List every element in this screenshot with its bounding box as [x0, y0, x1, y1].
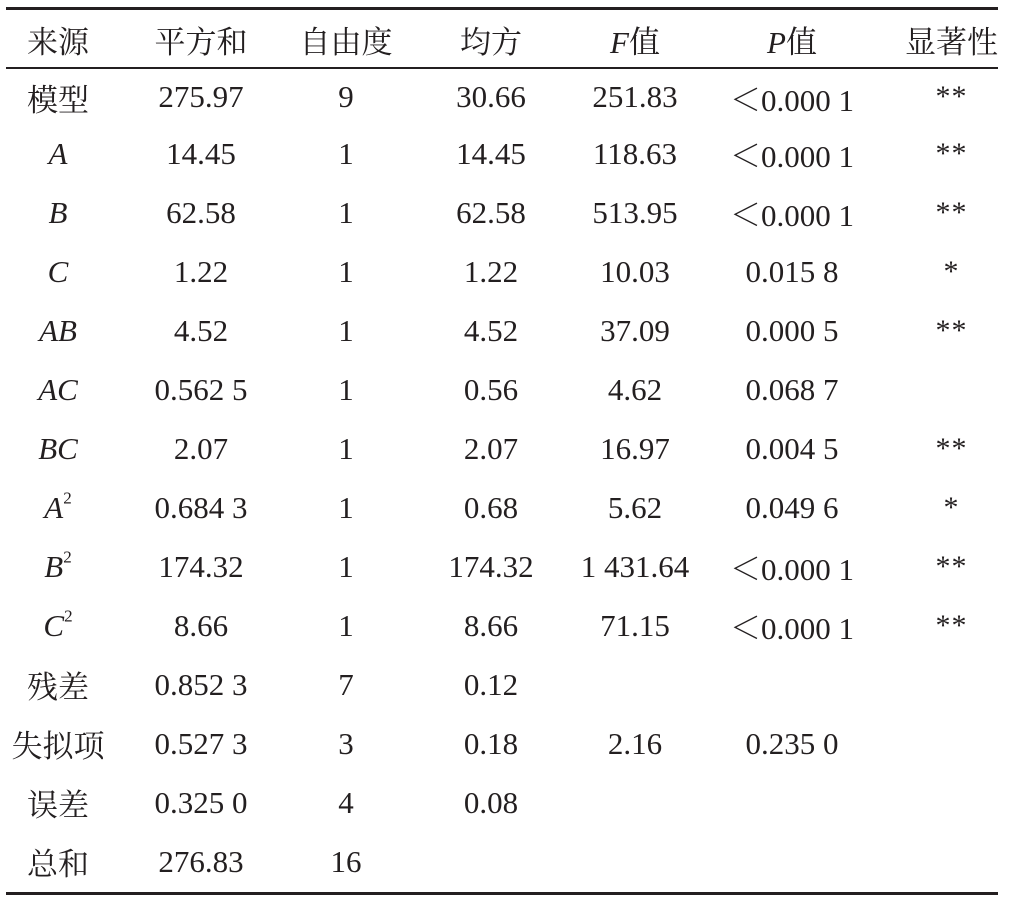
anova-table	[0, 10, 1013, 891]
cell-mean-square: 0.12	[463, 666, 519, 702]
cell-source: BC	[38, 430, 78, 466]
table-row	[0, 419, 1013, 478]
header-degrees-of-freedom: 自由度	[299, 24, 393, 60]
cell-p-value	[694, 832, 890, 891]
cell-degrees-of-freedom: 1	[338, 371, 354, 407]
cell-source: A	[48, 135, 68, 171]
cell-mean-square: 0.56	[463, 371, 519, 407]
table-row	[0, 714, 1013, 773]
cell-significance	[890, 655, 1013, 714]
cell-f-value	[576, 655, 694, 714]
cell-source: B	[48, 194, 68, 230]
cell-source: 模型	[27, 82, 89, 118]
table-row	[0, 242, 1013, 301]
cell-p-value: ＜0.000 1	[730, 611, 854, 646]
cell-source: $C^2$	[43, 606, 73, 643]
cell-significance	[890, 360, 1013, 419]
cell-degrees-of-freedom: 1	[338, 253, 354, 289]
cell-source: $B^2$	[44, 547, 72, 584]
table-row	[0, 68, 1013, 124]
cell-degrees-of-freedom: 7	[338, 666, 354, 702]
cell-source: $A^2$	[44, 488, 72, 525]
cell-degrees-of-freedom: 1	[338, 194, 354, 230]
cell-source: 残差	[27, 670, 89, 705]
cell-sum-of-squares: 1.22	[173, 253, 229, 289]
cell-mean-square: 0.68	[463, 489, 519, 525]
cell-sum-of-squares: 276.83	[158, 843, 244, 879]
header-source: 来源	[27, 24, 89, 60]
cell-f-value: 5.62	[607, 489, 663, 525]
cell-sum-of-squares: 275.97	[158, 79, 244, 114]
cell-significance: **	[935, 80, 968, 113]
cell-p-value	[694, 655, 890, 714]
cell-p-value: 0.004 5	[745, 430, 839, 466]
table-row	[0, 360, 1013, 419]
cell-sum-of-squares: 4.52	[173, 312, 229, 348]
cell-degrees-of-freedom: 16	[330, 843, 362, 879]
table-bottom-rule	[6, 892, 998, 895]
header-significance: 显著性	[905, 24, 998, 60]
cell-significance: **	[935, 136, 968, 170]
cell-sum-of-squares: 14.45	[166, 135, 236, 171]
cell-significance: **	[935, 431, 968, 465]
table-row	[0, 596, 1013, 655]
table-row	[0, 478, 1013, 537]
cell-f-value: 71.15	[600, 607, 670, 643]
cell-p-value: 0.049 6	[745, 489, 839, 525]
cell-f-value: 10.03	[600, 253, 670, 289]
cell-sum-of-squares: 62.58	[166, 194, 236, 230]
cell-mean-square	[406, 832, 576, 891]
table-row	[0, 537, 1013, 596]
cell-p-value: ＜0.000 1	[730, 198, 854, 233]
cell-f-value	[576, 773, 694, 832]
cell-significance	[890, 773, 1013, 832]
cell-degrees-of-freedom: 4	[338, 784, 354, 820]
cell-f-value: 2.16	[607, 725, 663, 761]
table-row	[0, 773, 1013, 832]
cell-degrees-of-freedom: 9	[338, 79, 354, 114]
cell-sum-of-squares: 0.325 0	[154, 784, 248, 820]
cell-p-value: ＜0.000 1	[730, 552, 854, 587]
cell-sum-of-squares: 0.684 3	[154, 489, 248, 525]
cell-source: 失拟项	[11, 729, 105, 764]
cell-p-value: 0.000 5	[745, 312, 839, 348]
cell-source: AB	[39, 312, 77, 348]
cell-source: 误差	[27, 788, 89, 823]
table-row	[0, 183, 1013, 242]
cell-degrees-of-freedom: 1	[338, 548, 354, 584]
cell-mean-square: 0.08	[463, 784, 519, 820]
cell-f-value: 251.83	[592, 79, 678, 114]
cell-significance: **	[935, 608, 968, 642]
cell-significance: *	[943, 490, 960, 524]
cell-f-value: 16.97	[600, 430, 670, 466]
cell-mean-square: 14.45	[456, 135, 526, 171]
cell-sum-of-squares: 2.07	[173, 430, 229, 466]
cell-f-value: 118.63	[592, 135, 678, 171]
header-row	[0, 10, 1013, 68]
cell-degrees-of-freedom: 1	[338, 607, 354, 643]
cell-p-value: ＜0.000 1	[730, 139, 854, 174]
cell-significance: *	[943, 254, 960, 288]
header-f-value: F值	[610, 24, 660, 60]
cell-p-value: ＜0.000 1	[730, 82, 854, 118]
cell-source: AC	[38, 371, 78, 407]
header-p-value: P值	[767, 24, 817, 60]
cell-degrees-of-freedom: 1	[338, 135, 354, 171]
cell-f-value: 4.62	[607, 371, 663, 407]
cell-sum-of-squares: 8.66	[173, 607, 229, 643]
cell-significance	[890, 714, 1013, 773]
table-row	[0, 655, 1013, 714]
cell-mean-square: 8.66	[463, 607, 519, 643]
cell-mean-square: 1.22	[463, 253, 519, 289]
cell-p-value: 0.235 0	[745, 725, 839, 761]
cell-significance: **	[935, 549, 968, 583]
cell-p-value	[694, 773, 890, 832]
cell-mean-square: 4.52	[463, 312, 519, 348]
cell-sum-of-squares: 0.527 3	[154, 725, 248, 761]
cell-f-value: 1 431.64	[580, 548, 690, 584]
cell-sum-of-squares: 0.852 3	[154, 666, 248, 702]
cell-f-value	[576, 832, 694, 891]
cell-degrees-of-freedom: 1	[338, 312, 354, 348]
cell-source: C	[47, 253, 69, 289]
cell-degrees-of-freedom: 3	[338, 725, 354, 761]
cell-mean-square: 0.18	[463, 725, 519, 761]
cell-p-value: 0.015 8	[745, 253, 839, 289]
cell-mean-square: 62.58	[456, 194, 526, 230]
cell-significance: **	[935, 195, 968, 229]
table-row	[0, 124, 1013, 183]
table-row	[0, 832, 1013, 891]
cell-mean-square: 30.66	[456, 79, 526, 114]
cell-f-value: 37.09	[600, 312, 670, 348]
cell-degrees-of-freedom: 1	[338, 430, 354, 466]
cell-p-value: 0.068 7	[745, 371, 839, 407]
header-mean-square: 均方	[460, 24, 522, 60]
cell-mean-square: 174.32	[448, 548, 534, 584]
header-sum-of-squares: 平方和	[154, 24, 248, 60]
cell-sum-of-squares: 174.32	[158, 548, 244, 584]
cell-degrees-of-freedom: 1	[338, 489, 354, 525]
cell-sum-of-squares: 0.562 5	[154, 371, 248, 407]
cell-mean-square: 2.07	[463, 430, 519, 466]
cell-f-value: 513.95	[592, 194, 678, 230]
cell-source: 总和	[27, 847, 89, 882]
cell-significance: **	[935, 313, 968, 347]
table-row	[0, 301, 1013, 360]
cell-significance	[890, 832, 1013, 891]
